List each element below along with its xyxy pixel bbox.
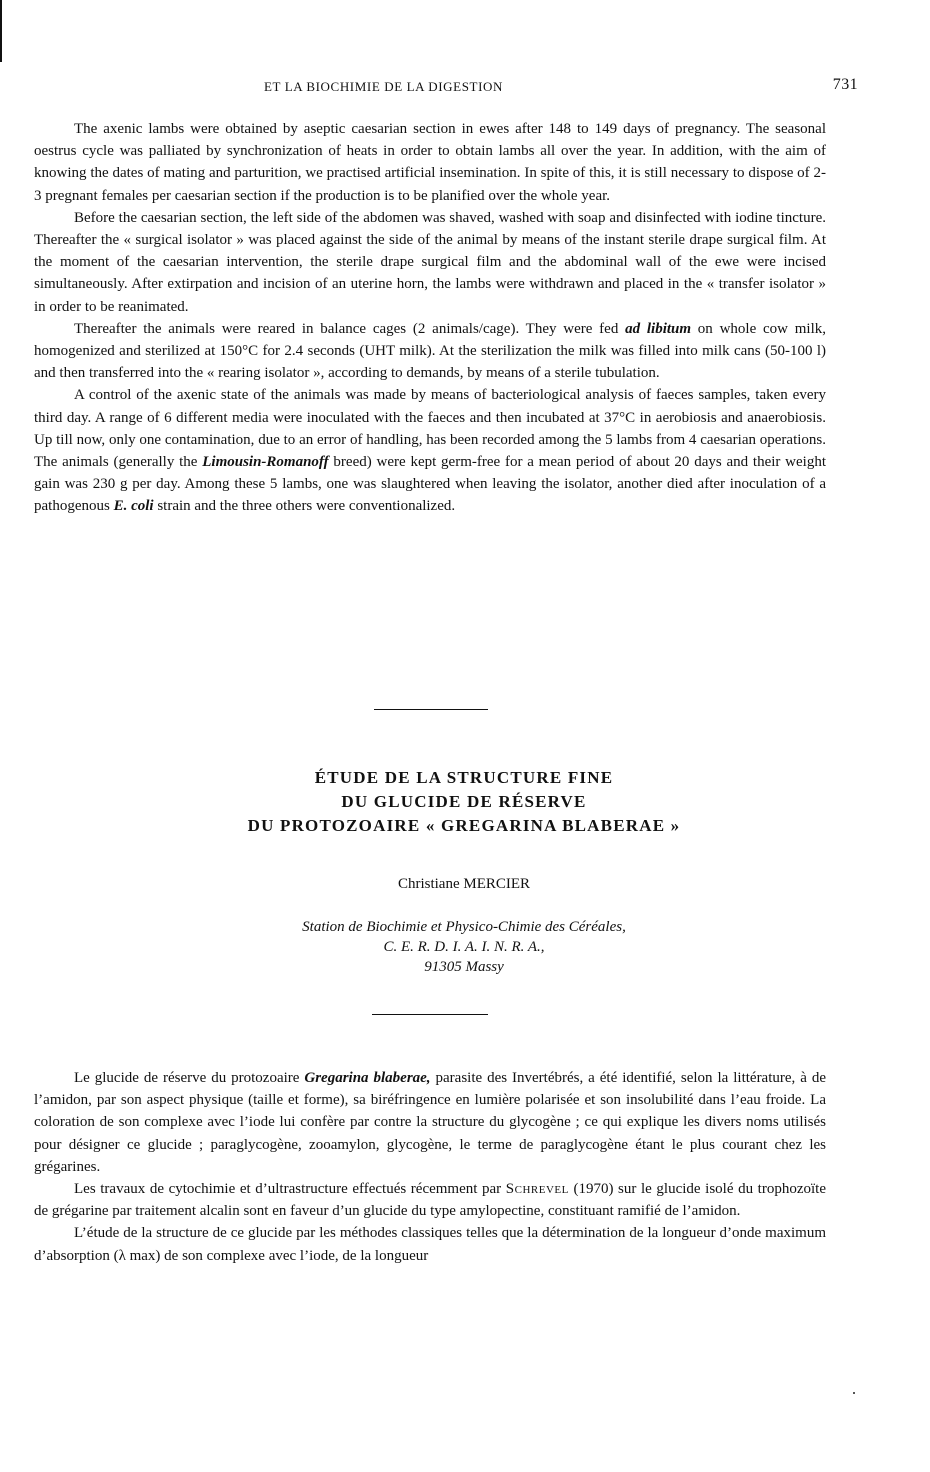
paragraph [34,384,826,517]
title-line: DU PROTOZOAIRE « GREGARINA BLABERAE » [247,816,681,835]
text-run: A control of the axenic state of the animals was made by means of bacteriological analysis of faeces samples, taken every third day. A range of 6 different media were inoculated with the faeces and then incubated at 37°C in aerobiosis and anaerobiosis. Up till now, only one contamination, due to an error of handling, has been recorded among the 5 lambs from 4 caesarian operations. The animals (generally the [34,387,826,471]
affiliation [34,917,894,977]
text-run: on whole cow milk, homogenized and sterilized at 150°C for 2.4 seconds (UHT milk). At the sterilization the milk was filled into milk cans (50-100 l) and then transferred into the « rearing isolator », according to demands, by means of a sterile tubulation. [34,320,826,382]
paragraph [34,207,826,318]
italic-term: E. coli [113,498,154,515]
page-number: 731 [832,76,858,93]
margin-rule [0,0,2,62]
italic-term: Gregarina blaberae, [304,1070,431,1086]
section-divider [372,1014,488,1015]
text-run: Le glucide de réserve du protozoaire [74,1070,305,1086]
text-run: parasite des Invertébrés, a été identifié, selon la littérature, à de l’amidon, par son aspect physique (taille et forme), sa biréfringence en lumière polarisée et son insolubilité dans l’eau froide. La coloration de son complexe avec l’iode lui confère par contre la structure du glycogène ; ce qui explique les divers noms utilisés pour désigner ce glucide ; paraglycogène, zooamylon, glycogène, le terme de paraglycogène étant le plus courant chez les grégarines. [34,1070,826,1175]
section-divider [374,709,488,710]
text-run: breed) were kept germ-free for a mean period of about 20 days and their weight gain was 230 g per day. Among these 5 lambs, one was slaughtered when leaving the isolator, another died after inoculation of a pathogenous [34,454,826,515]
paragraph [34,318,826,385]
text-run: (1970) sur le glucide isolé du trophozoïte de grégarine par traitement alcalin sont en faveur d’un glucide du type amylopectine, constituant ramifié de l’amidon. [34,1181,826,1220]
text-run: The axenic lambs were obtained by aseptic caesarian section in ewes after 148 to 149 days of pregnancy. The seasonal oestrus cycle was palliated by synchronization of heats in order to obtain lambs all over the year. In addition, with the aim of knowing the dates of mating and parturition, we practised artificial insemination. In spite of this, it is still necessary to dispose of 2-3 pregnant females per caesarian section if the production is to be planified over the whole year. [34,121,826,204]
text-run: Before the caesarian section, the left side of the abdomen was shaved, washed with soap and disinfected with iodine tincture. Thereafter the « surgical isolator » was placed against the side of the animal by means of the instant sterile drape surgical film. At the moment of the caesarian intervention, the sterile drape surgical film and the abdominal wall of the ewe were incised simultaneously. After extirpation and incision of an uterine horn, the lambs were withdrawn and placed in the « transfer isolator » in order to be reanimated. [34,209,826,315]
affiliation-line: 91305 Massy [424,959,504,975]
text-run: L’étude de la structure de ce glucide par les méthodes classiques telles que la détermination de la longueur d’onde maximum d’absorption (λ max) de son complexe avec l’iode, de la longueur [34,1225,826,1264]
previous-article-body [34,118,826,518]
text-run: Les travaux de cytochimie et d’ultrastructure effectués récemment par [74,1181,506,1198]
italic-term: ad libitum [625,320,692,337]
article-title [34,766,894,838]
title-line: ÉTUDE DE LA STRUCTURE FINE [314,768,614,787]
paragraph [34,118,826,207]
paragraph [34,1067,826,1178]
paragraph [34,1222,826,1266]
affiliation-line: C. E. R. D. I. A. I. N. R. A., [383,939,545,955]
scan-speck [853,1392,855,1394]
affiliation-line: Station de Biochimie et Physico-Chimie des Céréales, [302,919,626,935]
title-line: DU GLUCIDE DE RÉSERVE [341,792,587,811]
text-run: Thereafter the animals were reared in balance cages (2 animals/cage). They were fed [74,320,626,337]
article-body [34,1067,826,1267]
italic-term: Limousin-Romanoff [202,454,329,471]
text-run: strain and the three others were conventionalized. [153,498,456,515]
paragraph [34,1178,826,1222]
cited-author: Schrevel [505,1181,569,1198]
author-name: Christiane MERCIER [397,876,531,892]
running-title: ET LA BIOCHIMIE DE LA DIGESTION [264,79,503,94]
